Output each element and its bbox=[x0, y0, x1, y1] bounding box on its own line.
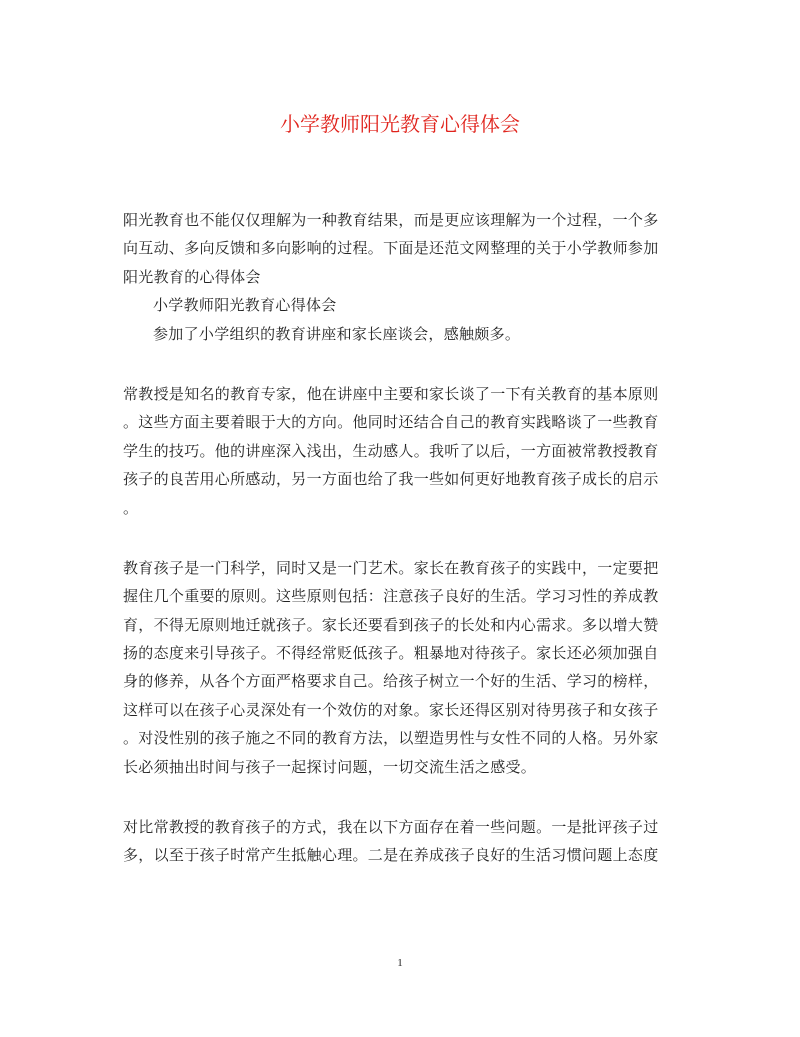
text-line: 教育孩子是一门科学，同时又是一门艺术。家长在教育孩子的实践中，一定要把 bbox=[123, 558, 659, 577]
text-line: 。这些方面主要着眼于大的方向。他同时还结合自己的教育实践略谈了一些教育 bbox=[123, 413, 659, 432]
text-line: 常教授是知名的教育专家，他在讲座中主要和家长谈了一下有关教育的基本原则 bbox=[123, 384, 659, 403]
text-line: 育，不得无原则地迁就孩子。家长还要看到孩子的长处和内心需求。多以增大赞 bbox=[123, 615, 659, 634]
paragraph-gap bbox=[123, 348, 671, 380]
text-line: 扬的态度来引导孩子。不得经常贬低孩子。粗暴地对待孩子。家长还必须加强自 bbox=[123, 644, 659, 663]
text-line: 阳光教育的心得体会 bbox=[123, 267, 261, 286]
text-line: 长必须抽出时间与孩子一起探讨问题，一切交流生活之感受。 bbox=[123, 757, 537, 776]
document-title: 小学教师阳光教育心得体会 bbox=[280, 112, 520, 136]
text-line: 这样可以在孩子心灵深处有一个效仿的对象。家长还得区别对待男孩子和女孩子 bbox=[123, 700, 659, 719]
paragraph-gap bbox=[123, 522, 671, 554]
text-line: 多，以至于孩子时常产生抵触心理。二是在养成孩子良好的生活习惯问题上态度 bbox=[123, 846, 659, 865]
text-line: 阳光教育也不能仅仅理解为一种教育结果，而是更应该理解为一个过程，一个多 bbox=[123, 211, 659, 229]
text-line: 参加了小学组织的教育讲座和家长座谈会，感触颇多。 bbox=[153, 324, 521, 343]
text-line: 孩子的良苦用心所感动，另一方面也给了我一些如何更好地教育孩子成长的启示 bbox=[123, 470, 659, 489]
text-line: 。对没性别的孩子施之不同的教育方法，以塑造男性与女性不同的人格。另外家 bbox=[123, 729, 659, 748]
text-line: 对比常教授的教育孩子的方式，我在以下方面存在着一些问题。一是批评孩子过 bbox=[123, 818, 659, 837]
text-line: 小学教师阳光教育心得体会 bbox=[153, 296, 337, 315]
paragraph-principles bbox=[123, 554, 671, 781]
paragraph-gap bbox=[123, 781, 671, 813]
text-line: 学生的技巧。他的讲座深入浅出，生动感人。我听了以后，一方面被常教授教育 bbox=[123, 441, 659, 460]
paragraph-opening bbox=[123, 320, 671, 348]
paragraph-reflection bbox=[123, 813, 671, 870]
text-line: 握住几个重要的原则。这些原则包括：注意孩子良好的生活。学习习性的养成教 bbox=[123, 587, 659, 606]
paragraph-subtitle bbox=[123, 291, 671, 319]
text-line: 。 bbox=[123, 498, 139, 517]
paragraph-intro bbox=[123, 206, 671, 291]
text-line: 身的修养，从各个方面严格要求自己。给孩子树立一个好的生活、学习的榜样， bbox=[123, 672, 659, 691]
text-line: 向互动、多向反馈和多向影响的过程。下面是还范文网整理的关于小学教师参加 bbox=[123, 239, 659, 258]
page-number: 1 bbox=[397, 957, 403, 969]
document-body bbox=[123, 206, 671, 870]
paragraph-professor bbox=[123, 380, 671, 522]
